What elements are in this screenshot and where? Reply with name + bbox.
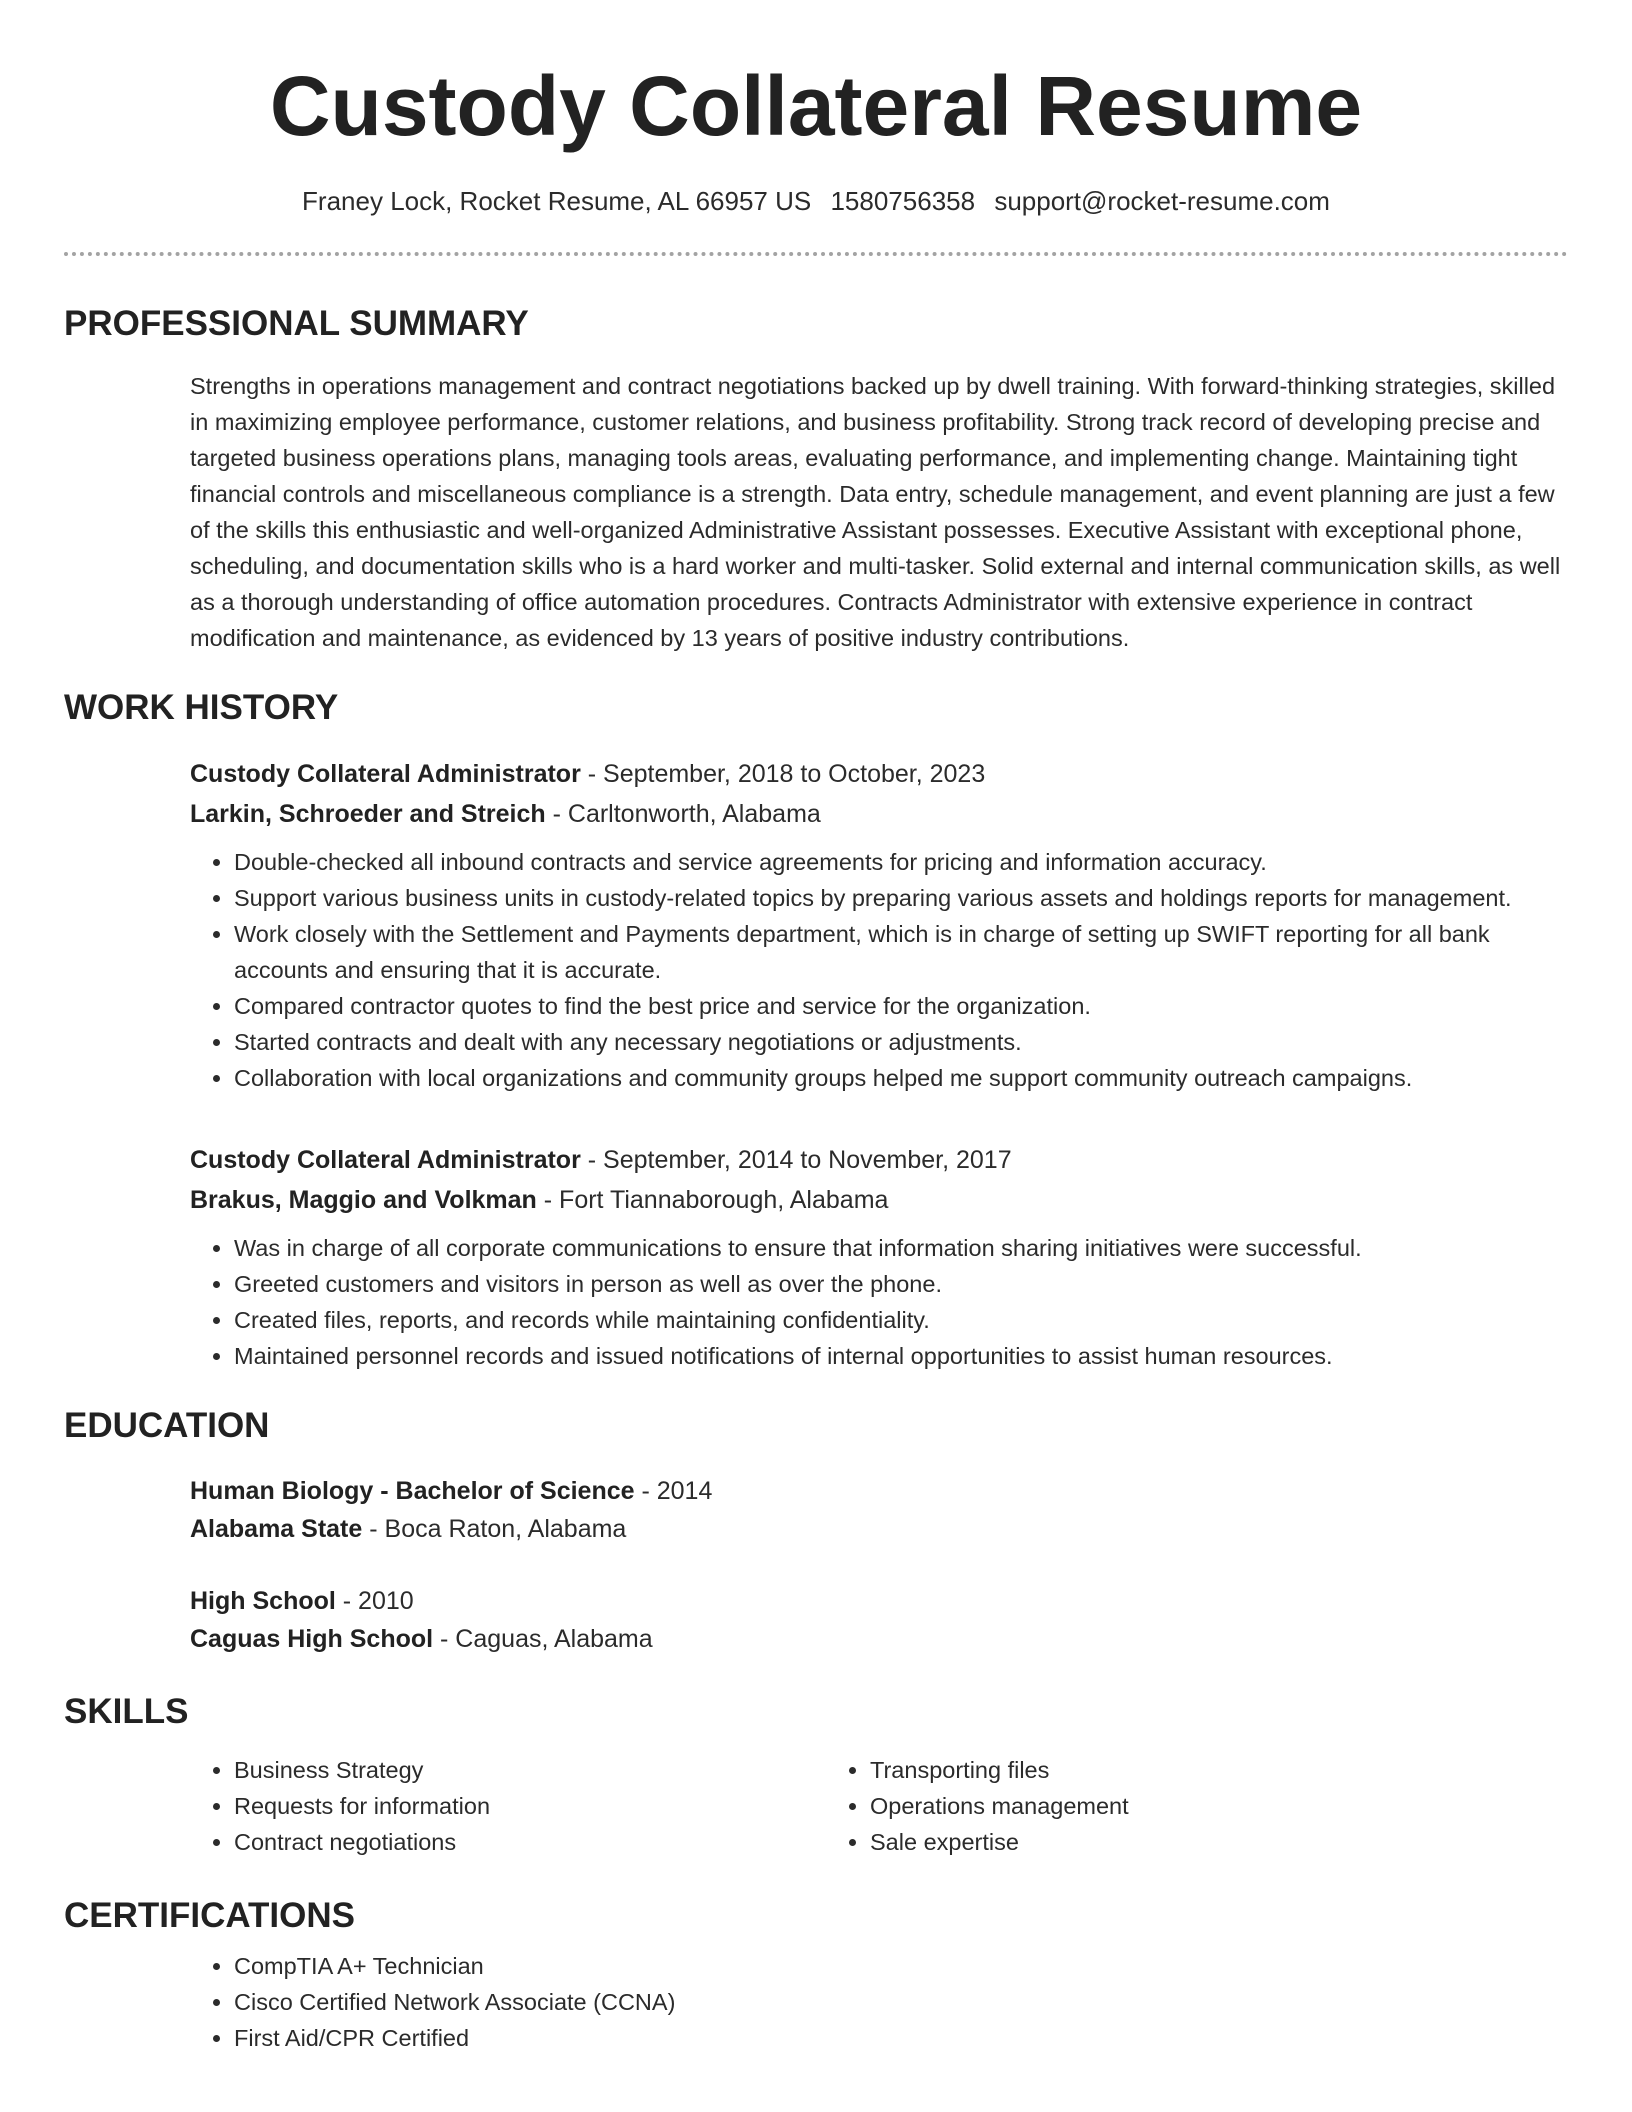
school-line — [190, 1510, 1568, 1548]
contact-address: Franey Lock, Rocket Resume, AL 66957 US — [302, 186, 812, 216]
certifications-heading: CERTIFICATIONS — [64, 1896, 356, 1935]
skills-column-left — [190, 1752, 826, 1860]
job-bullet: • Greeted customers and visitors in person as well as over the phone. — [234, 1266, 1568, 1302]
job-bullets — [190, 1230, 1568, 1374]
skills-section — [190, 1752, 1568, 1860]
school-location: - Boca Raton, Alabama — [362, 1515, 627, 1543]
job-title-line — [190, 1140, 1568, 1180]
job-bullet: • Double-checked all inbound contracts and service agreements for pricing and information accuracy. — [234, 844, 1568, 880]
job-company-line — [190, 794, 1568, 834]
education-section — [190, 1472, 1568, 1658]
job-title-line — [190, 754, 1568, 794]
skills-grid — [190, 1752, 1568, 1860]
school-line — [190, 1620, 1568, 1658]
job-bullet: • Created files, reports, and records while maintaining confidentiality. — [234, 1302, 1568, 1338]
certifications-list — [190, 1948, 1568, 2056]
degree-year: - 2014 — [634, 1477, 713, 1505]
skill-item: • Sale expertise — [870, 1824, 1462, 1860]
skill-item: • Business Strategy — [234, 1752, 826, 1788]
job-title: Custody Collateral Administrator — [190, 1146, 581, 1174]
skill-item: • Operations management — [870, 1788, 1462, 1824]
job-bullet: • Was in charge of all corporate communications to ensure that information sharing initiatives were successful. — [234, 1230, 1568, 1266]
job-dates: - September, 2014 to November, 2017 — [580, 1146, 1012, 1174]
job-company: Brakus, Maggio and Volkman — [190, 1186, 537, 1214]
work-history-heading: WORK HISTORY — [64, 688, 339, 727]
job-bullet: • Work closely with the Settlement and Payments department, which is in charge of setting up SWIFT reporting for all bank accounts and ensuring that it is accurate. — [234, 916, 1568, 988]
certifications-section — [190, 1948, 1568, 2056]
job-company: Larkin, Schroeder and Streich — [190, 800, 546, 828]
degree-line — [190, 1472, 1568, 1510]
education-entry — [190, 1582, 1568, 1658]
skill-item: • Contract negotiations — [234, 1824, 826, 1860]
job-title: Custody Collateral Administrator — [190, 760, 581, 788]
education-entry — [190, 1472, 1568, 1548]
school-name: Alabama State — [190, 1515, 363, 1543]
job-location: - Fort Tiannaborough, Alabama — [536, 1186, 889, 1214]
job-bullets — [190, 844, 1568, 1096]
summary-section — [190, 368, 1568, 656]
contact-line — [64, 184, 1568, 218]
skill-item: • Transporting files — [870, 1752, 1462, 1788]
degree-line — [190, 1582, 1568, 1620]
skill-item: • Requests for information — [234, 1788, 826, 1824]
certification-item: • First Aid/CPR Certified — [234, 2020, 1568, 2056]
job-location: - Carltonworth, Alabama — [545, 800, 821, 828]
job-company-line — [190, 1180, 1568, 1220]
degree-year: - 2010 — [335, 1587, 414, 1615]
summary-heading: PROFESSIONAL SUMMARY — [64, 304, 529, 343]
skills-column-right — [826, 1752, 1462, 1860]
contact-phone: 1580756358 — [830, 186, 976, 216]
summary-text: Strengths in operations management and contract negotiations backed up by dwell training. With forward-thinking strategies, skilled in maximizing employee performance, customer relations, and business profitability. Strong track record of developing precise and targeted business operations plans, managing tools areas, evaluating performance, and implementing change. Maintaining tight financial controls and miscellaneous compliance is a strength. Data entry, schedule management, and event planning are just a few of the skills this enthusiastic and well-organized Administrative Assistant possesses. Executive Assistant with exceptional phone, scheduling, and documentation skills who is a hard worker and multi-tasker. Solid external and internal communication skills, as well as a thorough understanding of office automation procedures. Contracts Administrator with extensive experience in contract modification and maintenance, as evidenced by 13 years of positive industry contributions. — [190, 373, 1561, 651]
school-name: Caguas High School — [190, 1625, 434, 1653]
work-history-section — [190, 754, 1568, 1374]
job-entry — [190, 754, 1568, 1096]
job-bullet: • Support various business units in custody-related topics by preparing various assets and holdings reports for management. — [234, 880, 1568, 916]
page-title: Custody Collateral Resume — [269, 59, 1363, 153]
education-heading: EDUCATION — [64, 1406, 270, 1445]
job-bullet: • Collaboration with local organizations and community groups helped me support community outreach campaigns. — [234, 1060, 1568, 1096]
job-dates: - September, 2018 to October, 2023 — [580, 760, 986, 788]
degree: Human Biology - Bachelor of Science — [190, 1477, 635, 1505]
contact-email: support@rocket-resume.com — [994, 186, 1330, 216]
degree: High School — [190, 1587, 336, 1615]
skills-heading: SKILLS — [64, 1692, 189, 1731]
header-divider — [64, 252, 1568, 256]
certification-item: • Cisco Certified Network Associate (CCNA) — [234, 1984, 1568, 2020]
certification-item: • CompTIA A+ Technician — [234, 1948, 1568, 1984]
job-entry — [190, 1140, 1568, 1374]
school-location: - Caguas, Alabama — [433, 1625, 653, 1653]
job-bullet: • Maintained personnel records and issued notifications of internal opportunities to assist human resources. — [234, 1338, 1568, 1374]
job-bullet: • Compared contractor quotes to find the best price and service for the organization. — [234, 988, 1568, 1024]
job-bullet: • Started contracts and dealt with any necessary negotiations or adjustments. — [234, 1024, 1568, 1060]
